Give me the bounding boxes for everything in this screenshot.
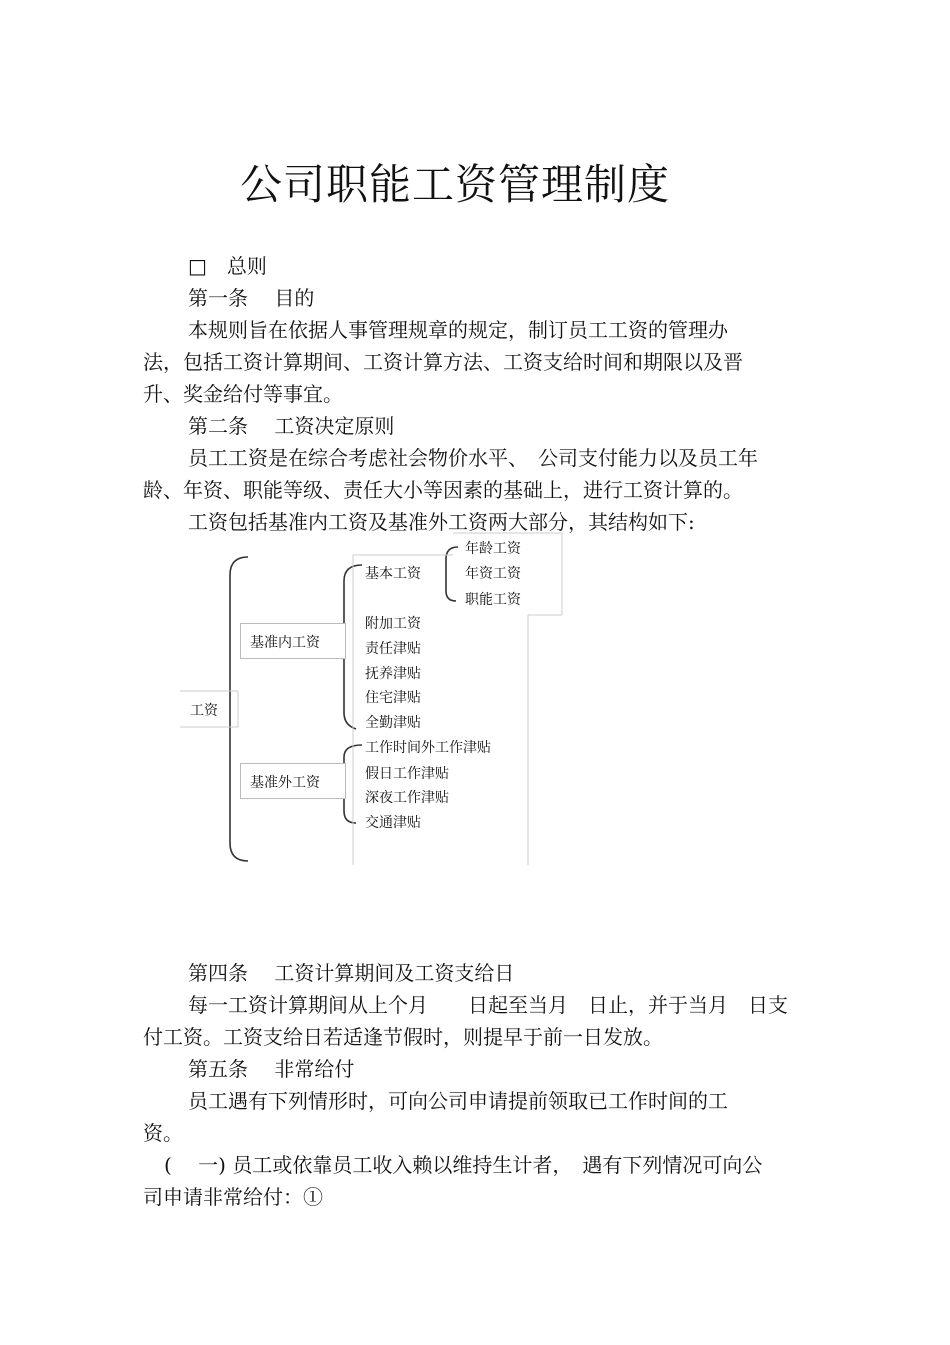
paragraph-line: ( 一) 员工或依靠员工收入赖以维持生计者， 遇有下列情况可向公 — [164, 1153, 763, 1177]
paragraph-line: 升、奖金给付等事宜。 — [143, 382, 343, 406]
root-brace — [230, 557, 248, 861]
outer-item: 假日工作津贴 — [365, 766, 449, 782]
paragraph-line: 资。 — [143, 1121, 183, 1145]
section-title: 总则 — [226, 254, 267, 278]
article-2-heading: 第二条 工资决定原则 — [188, 414, 395, 438]
paragraph-line: 法，包括工资计算期间、工资计算方法、工资支给时间和期限以及晋 — [143, 350, 743, 374]
outer-wage-label: 基准外工资 — [250, 775, 320, 791]
basic-item: 职能工资 — [465, 592, 521, 608]
checkbox-icon: □ — [188, 254, 207, 278]
inner-item: 抚养津贴 — [365, 666, 421, 682]
paragraph-line: 付工资。工资支给日若适逢节假时，则提早于前一日发放。 — [143, 1025, 663, 1049]
root-label: 工资 — [190, 703, 218, 719]
article-4-heading: 第四条 工资计算期间及工资支给日 — [188, 961, 515, 985]
section-heading — [188, 250, 267, 282]
inner-item: 住宅津贴 — [365, 690, 421, 706]
outer-item: 工作时间外工作津贴 — [365, 740, 491, 756]
paragraph-line: 本规则旨在依据人事管理规章的规定，制订员工工资的管理办 — [188, 318, 728, 342]
basic-item: 年龄工资 — [465, 541, 521, 557]
basic-item: 年资工资 — [465, 566, 521, 582]
paragraph-line: 员工遇有下列情形时，可向公司申请提前领取已工作时间的工 — [188, 1089, 728, 1113]
salary-structure-diagram — [0, 525, 950, 875]
article-5-heading: 第五条 非常给付 — [188, 1057, 355, 1081]
paragraph-line: 龄、年资、职能等级、责任大小等因素的基础上，进行工资计算的。 — [143, 478, 743, 502]
paragraph-line: 每一工资计算期间从上个月 日起至当月 日止，并于当月 日支 — [188, 993, 788, 1017]
outer-item: 深夜工作津贴 — [365, 790, 449, 806]
article-1-heading: 第一条 目的 — [188, 286, 315, 310]
basic-wage-label: 基本工资 — [365, 566, 421, 582]
inner-wage-label: 基准内工资 — [250, 635, 320, 651]
paragraph-line: 工资包括基准内工资及基准外工资两大部分，其结构如下: — [188, 510, 695, 534]
paragraph-line: 司申请非常给付：① — [143, 1185, 323, 1209]
outer-item: 交通津贴 — [365, 815, 421, 831]
paragraph-line: 员工工资是在综合考虑社会物价水平、 公司支付能力以及员工年 — [188, 446, 758, 470]
document-title: 公司职能工资管理制度 — [239, 160, 670, 209]
inner-item: 附加工资 — [365, 616, 421, 632]
inner-item: 全勤津贴 — [365, 715, 421, 731]
inner-item: 责任津贴 — [365, 641, 421, 657]
